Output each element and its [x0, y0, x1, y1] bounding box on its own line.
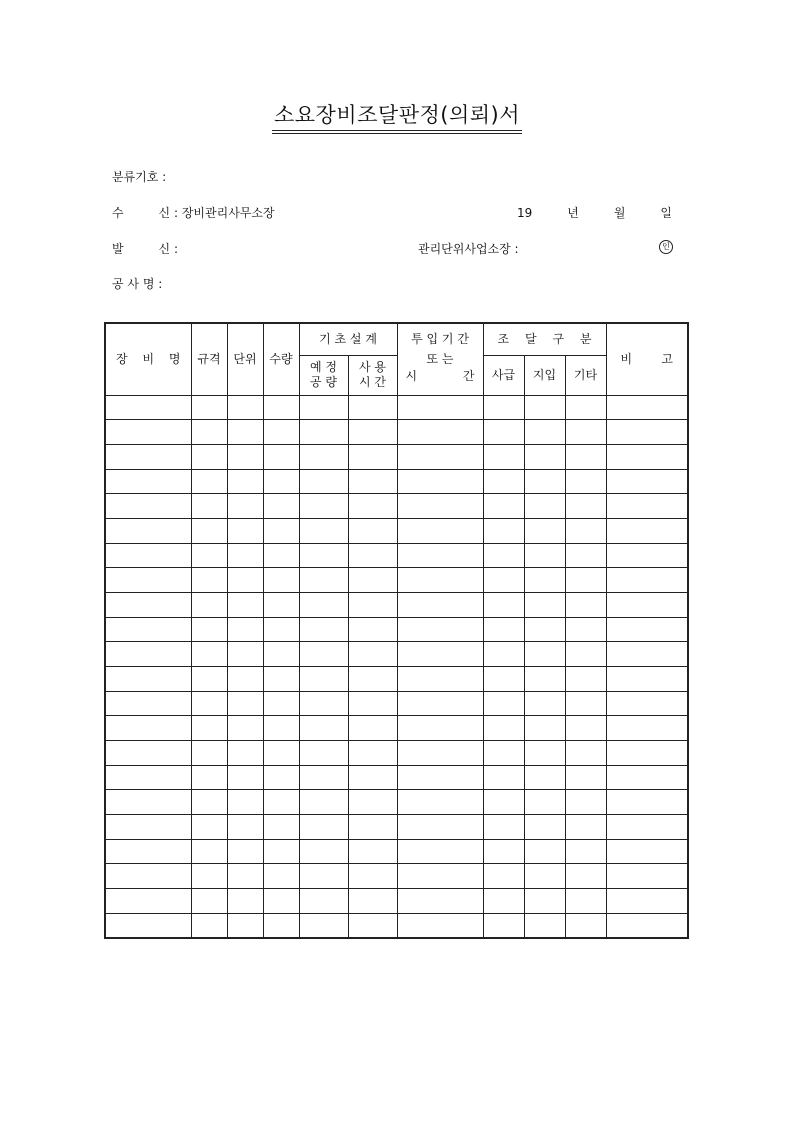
table-cell[interactable]	[606, 420, 688, 445]
table-cell[interactable]	[397, 420, 483, 445]
table-cell[interactable]	[565, 395, 606, 420]
table-cell[interactable]	[191, 839, 227, 864]
table-cell[interactable]	[105, 666, 191, 691]
col-private: 사급	[483, 355, 524, 395]
table-cell[interactable]	[263, 494, 299, 519]
table-cell[interactable]	[263, 888, 299, 913]
table-cell[interactable]	[348, 666, 397, 691]
col-procurement: 조 달 구 분	[483, 323, 606, 355]
table-cell[interactable]	[606, 913, 688, 938]
table-cell[interactable]	[483, 888, 524, 913]
table-cell[interactable]	[524, 913, 565, 938]
table-cell[interactable]	[227, 444, 263, 469]
table-cell[interactable]	[191, 617, 227, 642]
table-cell[interactable]	[397, 716, 483, 741]
table-cell[interactable]	[565, 617, 606, 642]
col-equipment-name: 장 비 명	[105, 323, 191, 395]
recipient-row: 수 신 : 장비관리사무소장	[112, 206, 275, 220]
table-cell[interactable]	[606, 592, 688, 617]
table-cell[interactable]	[606, 666, 688, 691]
table-cell[interactable]	[227, 888, 263, 913]
table-cell[interactable]	[105, 765, 191, 790]
table-cell[interactable]	[606, 740, 688, 765]
table-row	[105, 765, 688, 790]
table-row	[105, 469, 688, 494]
table-cell[interactable]	[227, 666, 263, 691]
table-row	[105, 395, 688, 420]
table-cell[interactable]	[263, 790, 299, 815]
table-row	[105, 518, 688, 543]
table-cell[interactable]	[565, 543, 606, 568]
table-cell[interactable]	[191, 691, 227, 716]
table-cell[interactable]	[348, 790, 397, 815]
table-cell[interactable]	[483, 469, 524, 494]
table-cell[interactable]	[397, 666, 483, 691]
table-cell[interactable]	[191, 864, 227, 889]
table-cell[interactable]	[565, 642, 606, 667]
table-cell[interactable]	[191, 568, 227, 593]
table-cell[interactable]	[397, 765, 483, 790]
table-cell[interactable]	[606, 568, 688, 593]
table-cell[interactable]	[565, 420, 606, 445]
table-cell[interactable]	[524, 642, 565, 667]
table-cell[interactable]	[483, 444, 524, 469]
table-cell[interactable]	[191, 913, 227, 938]
table-cell[interactable]	[348, 642, 397, 667]
table-cell[interactable]	[227, 642, 263, 667]
table-cell[interactable]	[606, 716, 688, 741]
table-cell[interactable]	[191, 444, 227, 469]
project-label: 공 사 명 :	[112, 277, 163, 291]
table-cell[interactable]	[227, 568, 263, 593]
table-cell[interactable]	[191, 790, 227, 815]
table-cell[interactable]	[105, 790, 191, 815]
table-cell[interactable]	[565, 469, 606, 494]
table-cell[interactable]	[397, 642, 483, 667]
table-cell[interactable]	[524, 395, 565, 420]
col-unit: 단위	[227, 323, 263, 395]
date-row: 19 년 월 일	[517, 206, 672, 220]
table-cell[interactable]	[191, 469, 227, 494]
seal-mark: 인	[659, 240, 673, 254]
table-cell[interactable]	[105, 617, 191, 642]
table-cell[interactable]	[263, 864, 299, 889]
table-cell[interactable]	[483, 765, 524, 790]
table-cell[interactable]	[483, 839, 524, 864]
table-cell[interactable]	[606, 494, 688, 519]
table-cell[interactable]	[191, 543, 227, 568]
table-cell[interactable]	[483, 592, 524, 617]
table-cell[interactable]	[105, 420, 191, 445]
table-cell[interactable]	[348, 420, 397, 445]
table-cell[interactable]	[565, 765, 606, 790]
table-cell[interactable]	[191, 395, 227, 420]
table-cell[interactable]	[397, 395, 483, 420]
table-cell[interactable]	[299, 469, 348, 494]
table-row	[105, 716, 688, 741]
table-cell[interactable]	[105, 814, 191, 839]
table-row	[105, 913, 688, 938]
table-cell[interactable]	[397, 691, 483, 716]
table-cell[interactable]	[299, 888, 348, 913]
table-cell[interactable]	[483, 494, 524, 519]
table-cell[interactable]	[348, 716, 397, 741]
table-cell[interactable]	[227, 716, 263, 741]
table-cell[interactable]	[263, 666, 299, 691]
table-cell[interactable]	[606, 444, 688, 469]
table-cell[interactable]	[191, 592, 227, 617]
table-cell[interactable]	[524, 765, 565, 790]
table-cell[interactable]	[348, 888, 397, 913]
table-cell[interactable]	[606, 790, 688, 815]
table-cell[interactable]	[348, 617, 397, 642]
col-basic-design: 기 초 설 계	[299, 323, 397, 355]
table-cell[interactable]	[606, 691, 688, 716]
table-cell[interactable]	[227, 864, 263, 889]
table-cell[interactable]	[299, 691, 348, 716]
table-cell[interactable]	[227, 518, 263, 543]
table-cell[interactable]	[299, 740, 348, 765]
table-cell[interactable]	[227, 420, 263, 445]
table-cell[interactable]	[299, 592, 348, 617]
classification-label: 분류기호 :	[112, 170, 167, 184]
table-cell[interactable]	[191, 740, 227, 765]
table-cell[interactable]	[105, 691, 191, 716]
table-cell[interactable]	[397, 494, 483, 519]
table-cell[interactable]	[191, 666, 227, 691]
table-cell[interactable]	[565, 666, 606, 691]
table-row	[105, 444, 688, 469]
table-cell[interactable]	[524, 790, 565, 815]
table-row	[105, 864, 688, 889]
table-cell[interactable]	[263, 444, 299, 469]
document-title: 소요장비조달판정(의뢰)서	[0, 103, 794, 134]
table-cell[interactable]	[524, 888, 565, 913]
table-cell[interactable]	[348, 814, 397, 839]
table-cell[interactable]	[606, 864, 688, 889]
table-cell[interactable]	[483, 666, 524, 691]
table-cell[interactable]	[263, 469, 299, 494]
table-cell[interactable]	[105, 543, 191, 568]
table-cell[interactable]	[348, 765, 397, 790]
table-cell[interactable]	[565, 592, 606, 617]
table-cell[interactable]	[565, 691, 606, 716]
table-row	[105, 814, 688, 839]
table-cell[interactable]	[105, 740, 191, 765]
table-cell[interactable]	[191, 420, 227, 445]
table-cell[interactable]	[263, 518, 299, 543]
table-cell[interactable]	[299, 790, 348, 815]
table-cell[interactable]	[524, 716, 565, 741]
table-cell[interactable]	[263, 765, 299, 790]
table-cell[interactable]	[191, 642, 227, 667]
table-cell[interactable]	[105, 888, 191, 913]
table-row	[105, 642, 688, 667]
table-cell[interactable]	[299, 494, 348, 519]
table-cell[interactable]	[348, 592, 397, 617]
table-cell[interactable]	[397, 617, 483, 642]
table-row	[105, 666, 688, 691]
table-cell[interactable]	[191, 518, 227, 543]
table-cell[interactable]	[191, 814, 227, 839]
table-cell[interactable]	[483, 543, 524, 568]
table-cell[interactable]	[348, 568, 397, 593]
col-supplied: 지입	[524, 355, 565, 395]
table-cell[interactable]	[524, 469, 565, 494]
procurement-table	[104, 322, 689, 939]
table-cell[interactable]	[397, 790, 483, 815]
table-row	[105, 494, 688, 519]
col-remarks: 비 고	[606, 323, 688, 395]
table-cell[interactable]	[483, 617, 524, 642]
table-cell[interactable]	[191, 716, 227, 741]
table-row	[105, 543, 688, 568]
table-cell[interactable]	[348, 494, 397, 519]
table-cell[interactable]	[105, 642, 191, 667]
table-cell[interactable]	[483, 691, 524, 716]
table-cell[interactable]	[606, 765, 688, 790]
table-cell[interactable]	[397, 864, 483, 889]
table-cell[interactable]	[483, 740, 524, 765]
table-cell[interactable]	[105, 518, 191, 543]
table-cell[interactable]	[483, 814, 524, 839]
table-cell[interactable]	[397, 740, 483, 765]
table-cell[interactable]	[524, 444, 565, 469]
table-cell[interactable]	[483, 642, 524, 667]
table-cell[interactable]	[299, 568, 348, 593]
table-cell[interactable]	[565, 444, 606, 469]
table-cell[interactable]	[348, 518, 397, 543]
col-planned-amount: 예 정 공 량	[299, 355, 348, 395]
table-cell[interactable]	[227, 395, 263, 420]
table-row	[105, 592, 688, 617]
table-cell[interactable]	[565, 494, 606, 519]
table-cell[interactable]	[524, 617, 565, 642]
table-cell[interactable]	[299, 814, 348, 839]
table-cell[interactable]	[105, 716, 191, 741]
table-cell[interactable]	[483, 790, 524, 815]
table-cell[interactable]	[263, 617, 299, 642]
table-cell[interactable]	[483, 716, 524, 741]
table-cell[interactable]	[299, 395, 348, 420]
table-cell[interactable]	[565, 790, 606, 815]
table-cell[interactable]	[263, 716, 299, 741]
table-cell[interactable]	[299, 420, 348, 445]
table-cell[interactable]	[483, 518, 524, 543]
table-cell[interactable]	[483, 420, 524, 445]
table-cell[interactable]	[227, 814, 263, 839]
table-row	[105, 568, 688, 593]
table-cell[interactable]	[565, 716, 606, 741]
table-cell[interactable]	[565, 888, 606, 913]
table-cell[interactable]	[524, 592, 565, 617]
table-cell[interactable]	[227, 839, 263, 864]
table-cell[interactable]	[524, 568, 565, 593]
table-row	[105, 691, 688, 716]
table-cell[interactable]	[606, 814, 688, 839]
table-cell[interactable]	[227, 765, 263, 790]
table-cell[interactable]	[227, 740, 263, 765]
table-cell[interactable]	[524, 518, 565, 543]
table-cell[interactable]	[397, 814, 483, 839]
table-row	[105, 420, 688, 445]
table-cell[interactable]	[565, 740, 606, 765]
table-cell[interactable]	[299, 518, 348, 543]
table-cell[interactable]	[348, 444, 397, 469]
table-cell[interactable]	[524, 740, 565, 765]
table-cell[interactable]	[299, 716, 348, 741]
table-cell[interactable]	[606, 617, 688, 642]
table-cell[interactable]	[483, 568, 524, 593]
table-cell[interactable]	[263, 740, 299, 765]
table-cell[interactable]	[105, 592, 191, 617]
table-cell[interactable]	[397, 839, 483, 864]
table-cell[interactable]	[299, 642, 348, 667]
table-cell[interactable]	[348, 864, 397, 889]
table-cell[interactable]	[263, 592, 299, 617]
table-cell[interactable]	[565, 814, 606, 839]
unit-head-label: 관리단위사업소장 :	[418, 242, 519, 256]
table-cell[interactable]	[606, 518, 688, 543]
col-spec: 규격	[191, 323, 227, 395]
table-cell[interactable]	[524, 420, 565, 445]
table-cell[interactable]	[483, 864, 524, 889]
table-cell[interactable]	[263, 543, 299, 568]
table-cell[interactable]	[299, 666, 348, 691]
table-cell[interactable]	[524, 494, 565, 519]
table-cell[interactable]	[299, 444, 348, 469]
table-cell[interactable]	[348, 469, 397, 494]
table-cell[interactable]	[524, 691, 565, 716]
table-cell[interactable]	[191, 888, 227, 913]
table-cell[interactable]	[606, 395, 688, 420]
table-cell[interactable]	[263, 814, 299, 839]
table-cell[interactable]	[397, 592, 483, 617]
table-cell[interactable]	[397, 469, 483, 494]
table-cell[interactable]	[299, 839, 348, 864]
table-cell[interactable]	[263, 913, 299, 938]
table-cell[interactable]	[524, 814, 565, 839]
table-row	[105, 839, 688, 864]
table-cell[interactable]	[524, 839, 565, 864]
table-row	[105, 888, 688, 913]
table-cell[interactable]	[263, 691, 299, 716]
table-cell[interactable]	[263, 395, 299, 420]
table-row	[105, 790, 688, 815]
table-cell[interactable]	[483, 395, 524, 420]
col-input-period: 투 입 기 간 또 는 시 간	[397, 323, 483, 395]
col-other: 기타	[565, 355, 606, 395]
table-cell[interactable]	[227, 913, 263, 938]
table-cell[interactable]	[299, 864, 348, 889]
table-cell[interactable]	[191, 765, 227, 790]
table-cell[interactable]	[397, 444, 483, 469]
col-usage-time: 사 용 시 간	[348, 355, 397, 395]
table-cell[interactable]	[105, 913, 191, 938]
table-cell[interactable]	[105, 469, 191, 494]
table-cell[interactable]	[227, 691, 263, 716]
table-cell[interactable]	[105, 568, 191, 593]
recipient-value: 장비관리사무소장	[181, 206, 275, 220]
table-cell[interactable]	[227, 790, 263, 815]
table-cell[interactable]	[483, 913, 524, 938]
table-cell[interactable]	[227, 617, 263, 642]
table-cell[interactable]	[299, 765, 348, 790]
table-row	[105, 617, 688, 642]
sender-row: 발 신 :	[112, 242, 178, 256]
table-cell[interactable]	[227, 592, 263, 617]
table-cell[interactable]	[397, 568, 483, 593]
table-cell[interactable]	[263, 839, 299, 864]
table-cell[interactable]	[606, 543, 688, 568]
table-cell[interactable]	[299, 617, 348, 642]
col-quantity: 수량	[263, 323, 299, 395]
table-cell[interactable]	[606, 839, 688, 864]
table-cell[interactable]	[227, 494, 263, 519]
table-cell[interactable]	[606, 642, 688, 667]
table-cell[interactable]	[348, 913, 397, 938]
table-cell[interactable]	[565, 518, 606, 543]
table-cell[interactable]	[263, 642, 299, 667]
table-cell[interactable]	[105, 494, 191, 519]
table-cell[interactable]	[565, 568, 606, 593]
table-cell[interactable]	[348, 395, 397, 420]
table-cell[interactable]	[565, 864, 606, 889]
table-cell[interactable]	[397, 543, 483, 568]
table-cell[interactable]	[348, 839, 397, 864]
table-cell[interactable]	[227, 469, 263, 494]
table-cell[interactable]	[299, 913, 348, 938]
table-cell[interactable]	[565, 913, 606, 938]
table-cell[interactable]	[299, 543, 348, 568]
table-cell[interactable]	[606, 469, 688, 494]
table-cell[interactable]	[606, 888, 688, 913]
table-cell[interactable]	[191, 494, 227, 519]
table-row	[105, 740, 688, 765]
table-cell[interactable]	[524, 543, 565, 568]
table-cell[interactable]	[348, 691, 397, 716]
table-cell[interactable]	[105, 864, 191, 889]
table-cell[interactable]	[524, 864, 565, 889]
table-cell[interactable]	[263, 420, 299, 445]
table-cell[interactable]	[227, 543, 263, 568]
table-cell[interactable]	[105, 839, 191, 864]
table-cell[interactable]	[397, 888, 483, 913]
table-cell[interactable]	[105, 444, 191, 469]
table-cell[interactable]	[263, 568, 299, 593]
table-cell[interactable]	[348, 740, 397, 765]
table-cell[interactable]	[397, 518, 483, 543]
table-cell[interactable]	[105, 395, 191, 420]
table-cell[interactable]	[397, 913, 483, 938]
table-cell[interactable]	[348, 543, 397, 568]
table-cell[interactable]	[524, 666, 565, 691]
table-cell[interactable]	[565, 839, 606, 864]
